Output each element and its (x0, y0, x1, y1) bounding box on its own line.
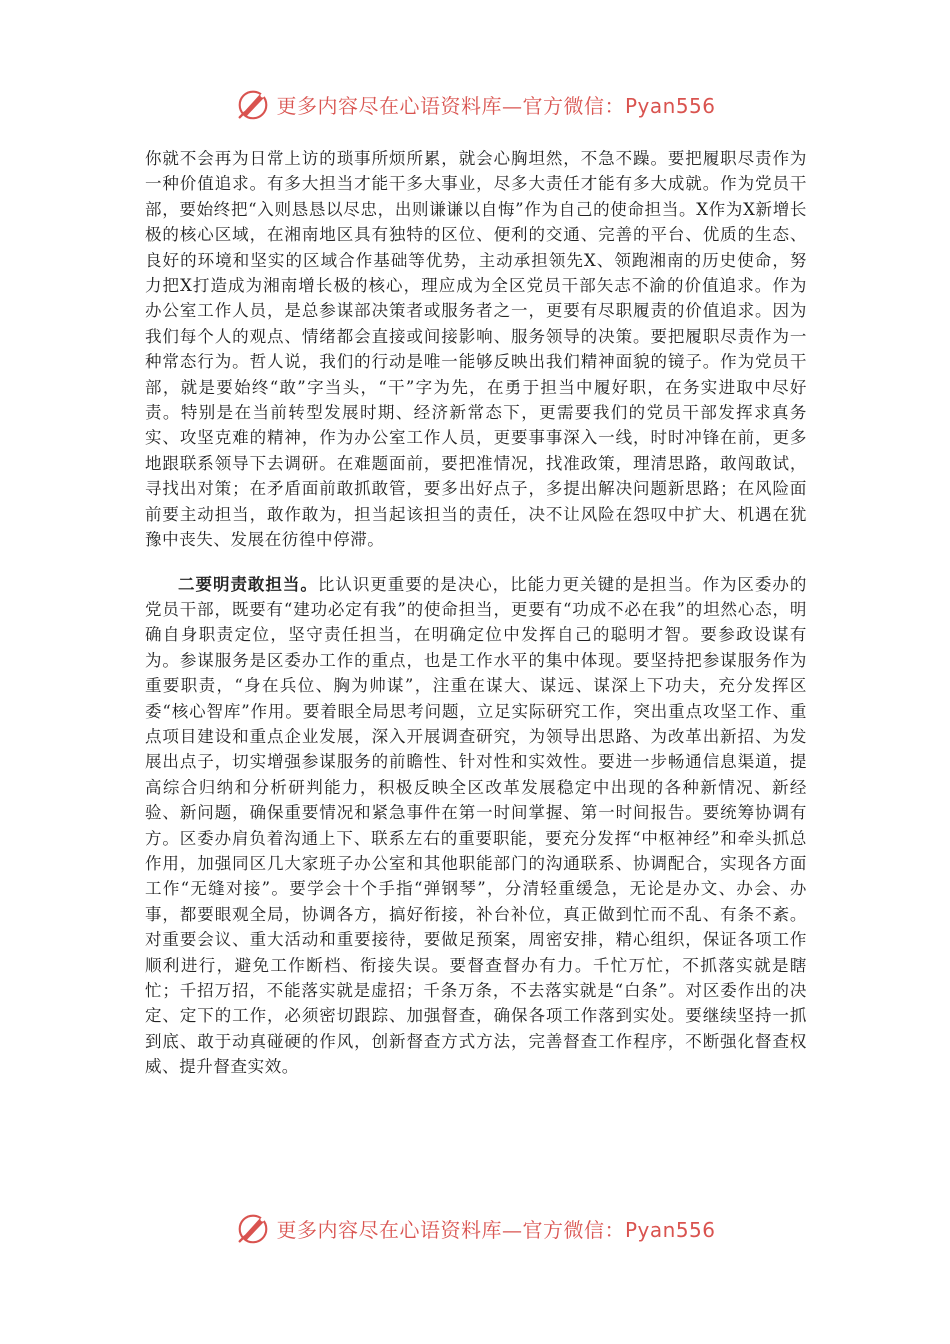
paragraph-2-heading: 二要明责敢担当。 (178, 574, 318, 594)
paragraph-2 (145, 572, 807, 1080)
pen-nib-logo-icon (234, 1209, 272, 1247)
header-banner (0, 84, 950, 124)
pen-nib-logo-icon (234, 85, 272, 123)
footer-wechat-id: Pyan556 (624, 1217, 716, 1242)
header-banner-label: 更多内容尽在心语资料库—官方微信： (276, 93, 625, 118)
document-body (145, 146, 807, 1080)
footer-banner-label: 更多内容尽在心语资料库—官方微信： (276, 1217, 625, 1242)
footer-banner (0, 1208, 950, 1248)
header-wechat-id: Pyan556 (624, 93, 716, 118)
header-banner-text (276, 90, 715, 119)
paragraph-2-body: 比认识更重要的是决心，比能力更关键的是担当。作为区委办的党员干部，既要有“建功必定有我”的使命担当，更要有“功成不必在我”的坦然心态，明确自身职责定位，坚守责任担当，在明确定位中发挥自己的聪明才智。要参政设谋有为。参谋服务是区委办工作的重点，也是工作水平的集中体现。要坚持把参谋服务作为重要职责，“身在兵位、胸为帅谋”，注重在谋大、谋远、谋深上下功夫，充分发挥区委“核心智库”作用。要着眼全局思考问题，立足实际研究工作，突出重点攻坚工作、重点项目建设和重点企业发展，深入开展调查研究，为领导出思路、为改革出新招、为发展出点子，切实增强参谋服务的前瞻性、针对性和实效性。要进一步畅通信息渠道，提高综合归纳和分析研判能力，积极反映全区改革发展稳定中出现的各种新情况、新经验、新问题，确保重要情况和紧急事件在第一时间掌握、第一时间报告。要统筹协调有方。区委办肩负着沟通上下、联系左右的重要职能，要充分发挥“中枢神经”和牵头抓总作用，加强同区几大家班子办公室和其他职能部门的沟通联系、协调配合，实现各方面工作“无缝对接”。要学会十个手指“弹钢琴”，分清轻重缓急，无论是办文、办会、办事，都要眼观全局，协调各方，搞好衔接，补台补位，真正做到忙而不乱、有条不紊。对重要会议、重大活动和重要接待，要做足预案，周密安排，精心组织，保证各项工作顺利进行，避免工作断档、衔接失误。要督查督办有力。千忙万忙，不抓落实就是瞎忙；千招万招，不能落实就是虚招；千条万条，不去落实就是“白条”。对区委作出的决定、定下的工作，必须密切跟踪、加强督查，确保各项工作落到实处。要继续坚持一抓到底、敢于动真碰硬的作风，创新督查方式方法，完善督查工作程序，不断强化督查权威、提升督查实效。 (145, 574, 807, 1077)
paragraph-1: 你就不会再为日常上访的琐事所烦所累，就会心胸坦然，不急不躁。要把履职尽责作为一种价值追求。有多大担当才能干多大事业，尽多大责任才能有多大成就。作为党员干部，要始终把“入则恳恳以尽忠，出则谦谦以自悔”作为自己的使命担当。X作为X新增长极的核心区域，在湘南地区具有独特的区位、便利的交通、完善的平台、优质的生态、良好的环境和坚实的区域合作基础等优势，主动承担领先X、领跑湘南的历史使命，努力把X打造成为湘南增长极的核心，理应成为全区党员干部矢志不渝的价值追求。作为办公室工作人员，是总参谋部决策者或服务者之一，更要有尽职履责的价值追求。因为我们每个人的观点、情绪都会直接或间接影响、服务领导的决策。要把履职尽责作为一种常态行为。哲人说，我们的行动是唯一能够反映出我们精神面貌的镜子。作为党员干部，就是要始终“敢”字当头，“干”字为先，在勇于担当中履好职，在务实进取中尽好责。特别是在当前转型发展时期、经济新常态下，更需要我们的党员干部发挥求真务实、攻坚克难的精神，作为办公室工作人员，更要事事深入一线，时时冲锋在前，更多地跟联系领导下去调研。在难题面前，要把准情况，找准政策，理清思路，敢闯敢试，寻找出对策；在矛盾面前敢抓敢管，要多出好点子，多提出解决问题新思路；在风险面前要主动担当，敢作敢为，担当起该担当的责任，决不让风险在怨叹中扩大、机遇在犹豫中丧失、发展在彷徨中停滞。 (145, 149, 807, 550)
footer-banner-text (276, 1214, 715, 1243)
